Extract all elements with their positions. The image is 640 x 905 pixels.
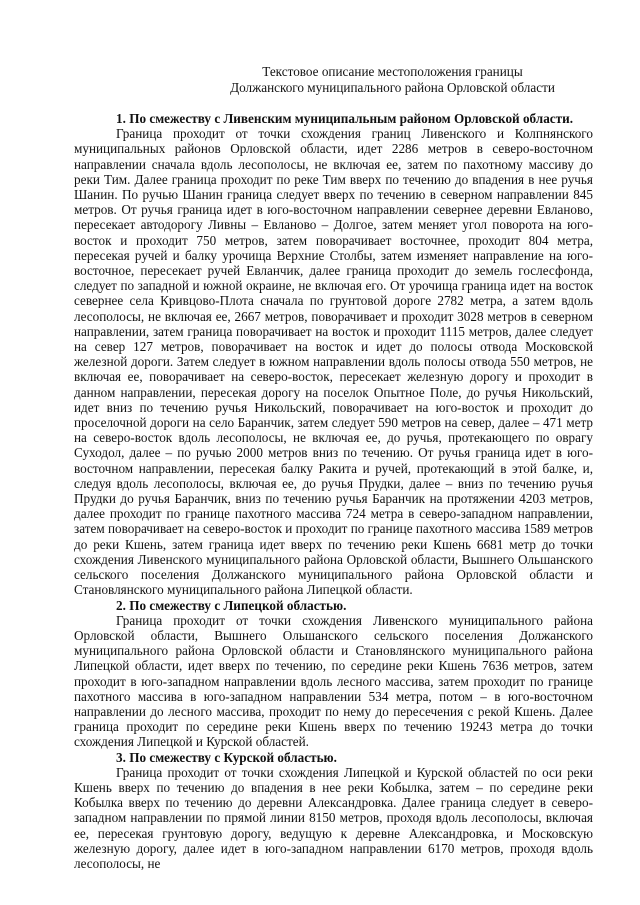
section-3-heading: 3. По смежеству с Курской областью. — [116, 749, 337, 765]
section-2-heading: 2. По смежеству с Липецкой областью. — [116, 597, 347, 613]
title-line-1: Текстовое описание местоположения границы — [262, 64, 523, 79]
document-title — [74, 64, 593, 95]
section-1-heading: 1. По смежеству с Ливенским муниципальным районом Орловской области. — [116, 111, 574, 126]
title-line-2: Должанского муниципального района Орловской области — [230, 79, 555, 95]
section-1-text: Граница проходит от точки схождения границ Ливенского и Колпнянского муниципальных районов Орловской области, идет 2286 метров в северо-восточном направлении сначала вдоль лесополосы, не включая ее, затем по пахотному массиву до реки Тим. Далее граница проходит по реке Тим вверх по течению до впадения в нее ручья Шанин. По ручью Шанин граница следует вверх по течению в северном направлении 845 метров. От ручья граница идет в юго-восточном направлении севернее деревни Евланово, пересекает автодорогу Ливны – Евланово – Долгое, затем меняет угол поворота на юго-восток и проходит 750 метров, затем поворачивает восточнее, проходит 804 метра, пересекая ручей и балку урочища Верхние Столбы, затем изменяет направление на юго-восточное, пересекает ручей Евланчик, далее граница проходит до земель гослесфонда, следует по западной и южной окраине, не включая его. От урочища граница идет на восток севернее села Кривцово-Плота сначала по грунтовой дороге 2782 метра, а затем вдоль лесополосы, не включая ее, 2667 метров, поворачивает и проходит 3028 метров в северном направлении, затем граница поворачивает на восток и проходит 1115 метров, далее следует на север 127 метров, поворачивает на восток и идет до полосы отвода Московской железной дороги. Затем следует в южном направлении вдоль полосы отвода 550 метров, не включая ее, поворачивает на северо-восток, пересекает железную дорогу и проходит в данном направлении, пересекая дорогу на поселок Опытное Поле, до ручья Никольский, идет вниз по течению ручья Никольский, поворачивает на юго-восток и проходит до проселочной дороги на село Баранчик, затем следует 590 метров на север, далее – 471 метр на северо-восток вдоль лесополосы, не включая ее, до ручья, протекающего по оврагу Суходол, далее – по ручью 2000 метров вниз по течению. От ручья граница идет в юго-восточном направлении, пересекая балку Ракита и ручей, протекающий в этой балке, и, следуя вдоль лесополосы, включая ее, до ручья Прудки, далее – вниз по течению ручья Прудки до ручья Баранчик, вниз по течению ручья Баранчик на протяжении 4203 метров, далее проходит по границе пахотного массива 724 метра в северо-западном направлении, затем поворачивает на северо-восток и проходит по границе пахотного массива 1589 метров до реки Кшень, затем граница идет вверх по течению реки Кшень 6681 метр до точки схождения Ливенского муниципального района Орловской области, Вышнего Ольшанского сельского поселения Должанского муниципального района Орловской области и Становлянского муниципального района Липецкой области. — [74, 126, 593, 598]
section-3-text: Граница проходит от точки схождения Липецкой и Курской областей по оси реки Кшень вверх по течению до впадения в нее реки Кобылка, затем – по середине реки Кобылка вверх по течению до деревни Александровка. Далее граница следует в северо-западном направлении по прямой линии 8150 метров, проходя вдоль лесополосы, включая ее, пересекая грунтовую дорогу, ведущую к деревне Александровка, и Московскую железную дорогу, далее идет в юго-западном направлении 6170 метров, проходя вдоль лесополосы, не — [74, 764, 593, 871]
section-2-text: Граница проходит от точки схождения Ливенского муниципального района Орловской области, Вышнего Ольшанского сельского поселения Должанского муниципального района Орловской области и Становлянского муниципального района Липецкой области, идет вверх по течению, по середине реки Кшень 7636 метров, затем проходит в юго-западном направлении вдоль лесного массива, затем проходит по границе пахотного массива в юго-западном направлении 534 метра, потом – в юго-восточном направлении до лесного массива, проходит по нему до пересечения с рекой Кшень. Далее граница проходит по середине реки Кшень вверх по течению 19243 метра до точки схождения Липецкой и Курской областей. — [74, 612, 593, 750]
document-page — [74, 64, 593, 871]
